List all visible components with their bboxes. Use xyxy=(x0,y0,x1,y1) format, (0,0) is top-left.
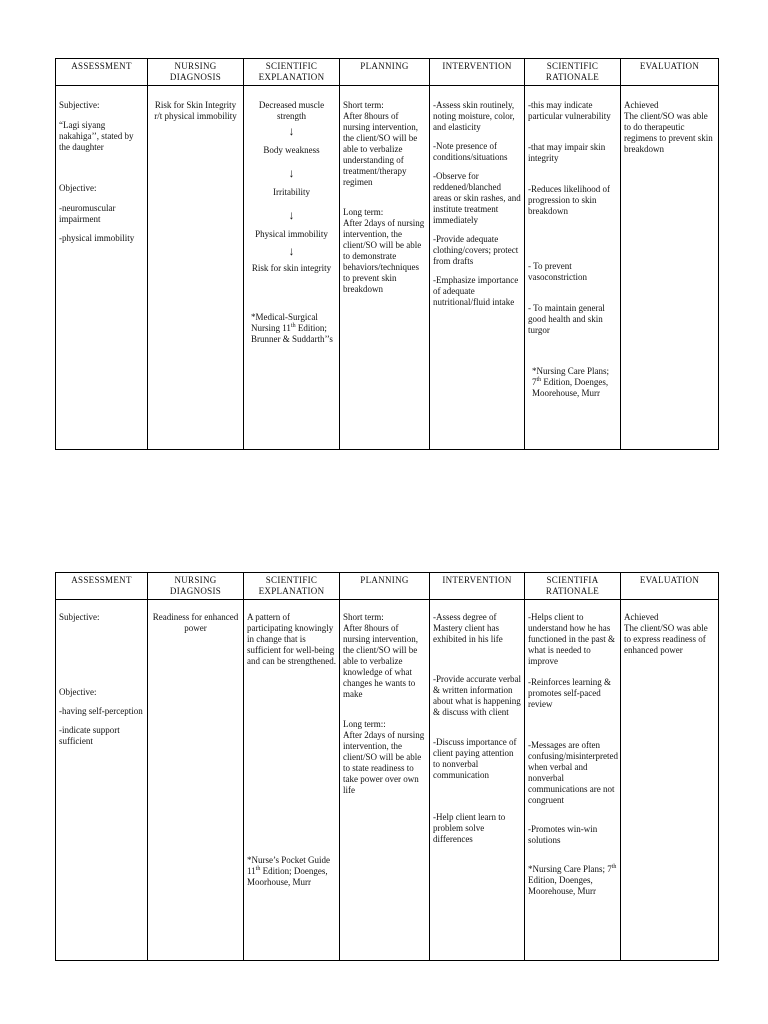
intervention-item: -Note presence of conditions/situations xyxy=(433,141,508,162)
body-row xyxy=(56,600,719,961)
short-term-goal: Short term: After 8hours of nursing intervention, the client/SO will be able to verbalize knowledge of what changes he wants to make xyxy=(343,612,418,699)
down-arrow-icon: ↓ xyxy=(288,208,295,222)
rationale-item: -Messages are often confusing/misinterpreted when verbal and nonverbal communications are not congruent xyxy=(528,740,618,805)
rationale-reference: *Nursing Care Plans; 7th Edition, Doenges, Moorehouse, Murr xyxy=(532,366,609,398)
intervention-item: -Discuss importance of client paying attention to nonverbal communication xyxy=(433,737,517,780)
rationale-item: - To maintain general good health and skin turgor xyxy=(528,303,605,335)
intervention-item: -Assess skin routinely, noting moisture, color, and elasticity xyxy=(433,100,515,132)
explanation-step: Risk for skin integrity xyxy=(251,263,332,273)
long-term-goal: Long term:: After 2days of nursing intervention, the client/SO will be able to state readiness to take power over own life xyxy=(343,719,425,795)
subjective-label: Subjective: xyxy=(59,100,100,110)
objective-label: Objective: xyxy=(59,183,97,193)
scientific-rationale-cell xyxy=(525,86,621,450)
header-evaluation: EVALUATION xyxy=(621,59,719,86)
intervention-item: -Provide accurate verbal & written information about what is happening & discuss with client xyxy=(433,674,521,717)
evaluation-cell xyxy=(621,600,719,961)
care-plan-table-1 xyxy=(55,58,719,450)
intervention-item: -Emphasize importance of adequate nutritional/fluid intake xyxy=(433,275,519,307)
intervention-item: -Help client learn to problem solve differences xyxy=(433,812,506,844)
rationale-item: -Reduces likelihood of progression to skin breakdown xyxy=(528,184,610,216)
header-planning: PLANNING xyxy=(340,573,430,600)
header-intervention: INTERVENTION xyxy=(430,573,525,600)
header-row xyxy=(56,59,719,86)
explanation-step: Irritability xyxy=(273,187,310,197)
diagnosis-text: Risk for Skin Integrity r/t physical immobility xyxy=(154,100,237,121)
down-arrow-icon: ↓ xyxy=(288,244,295,258)
body-row xyxy=(56,86,719,450)
intervention-cell xyxy=(430,600,525,961)
assessment-cell xyxy=(56,600,148,961)
care-plan-table-2 xyxy=(55,572,719,961)
header-assessment: ASSESSMENT xyxy=(56,573,148,600)
header-intervention: INTERVENTION xyxy=(430,59,525,86)
objective-label: Objective: xyxy=(59,687,97,697)
intervention-cell xyxy=(430,86,525,450)
scientific-explanation-cell xyxy=(244,600,340,961)
header-scientific-explanation: SCIENTIFIC EXPLANATION xyxy=(244,573,340,600)
header-planning: PLANNING xyxy=(340,59,430,86)
assessment-cell xyxy=(56,86,148,450)
evaluation-text: Achieved The client/SO was able to express readiness of enhanced power xyxy=(624,612,708,655)
rationale-reference: *Nursing Care Plans; 7th Edition, Doenges, Moorehouse, Murr xyxy=(528,864,617,896)
nursing-diagnosis-cell xyxy=(148,86,244,450)
down-arrow-icon: ↓ xyxy=(288,166,295,180)
header-scientific-rationale: SCIENTIFIC RATIONALE xyxy=(525,59,621,86)
explanation-step: Body weakness xyxy=(263,145,320,155)
objective-item: -indicate support sufficient xyxy=(59,725,120,746)
rationale-item: -this may indicate particular vulnerability xyxy=(528,100,611,121)
objective-item: -neuromuscular impairment xyxy=(59,203,116,224)
scientific-explanation-cell xyxy=(244,86,340,450)
reference-note: *Medical-Surgical Nursing 11th Edition; Brunner & Suddarth’’s xyxy=(251,312,333,344)
rationale-item: -Helps client to understand how he has functioned in the past & what is needed to improve xyxy=(528,612,615,666)
rationale-item: -that may impair skin integrity xyxy=(528,142,606,163)
diagnosis-text: Readiness for enhanced power xyxy=(152,612,239,633)
planning-cell xyxy=(340,86,430,450)
explanation-step: Decreased muscle strength xyxy=(258,100,325,121)
header-row xyxy=(56,573,719,600)
explanation-step: Physical immobility xyxy=(255,229,328,239)
rationale-item: -Promotes win-win solutions xyxy=(528,824,598,845)
intervention-item: -Provide adequate clothing/covers; protect from drafts xyxy=(433,234,519,266)
rationale-item: - To prevent vasoconstriction xyxy=(528,261,587,282)
explanation-text: A pattern of participating knowingly in change that is sufficient for well-being and can be strengthened. xyxy=(247,612,336,666)
subjective-text: “Lagi siyang nakahiga’’, stated by the daughter xyxy=(59,120,134,152)
scientific-rationale-cell xyxy=(525,600,621,961)
down-arrow-icon: ↓ xyxy=(288,124,295,138)
header-nursing-diagnosis: NURSING DIAGNOSIS xyxy=(148,59,244,86)
subjective-label: Subjective: xyxy=(59,612,100,622)
rationale-item: -Reinforces learning & promotes self-paced review xyxy=(528,677,611,709)
nursing-diagnosis-cell xyxy=(148,600,244,961)
planning-cell xyxy=(340,600,430,961)
evaluation-text: Achieved The client/SO was able to do therapeutic regimens to prevent skin breakdown xyxy=(624,100,713,154)
header-nursing-diagnosis: NURSING DIAGNOSIS xyxy=(148,573,244,600)
header-assessment: ASSESSMENT xyxy=(56,59,148,86)
reference-note: *Nurse’s Pocket Guide 11th Edition; Doenges, Moorhouse, Murr xyxy=(247,855,330,887)
long-term-goal: Long term: After 2days of nursing intervention, the client/SO will be able to demonstrate behaviors/techniques to prevent skin breakdown xyxy=(343,207,425,294)
header-scientific-explanation: SCIENTIFIC EXPLANATION xyxy=(244,59,340,86)
evaluation-cell xyxy=(621,86,719,450)
intervention-item: -Assess degree of Mastery client has exhibited in his life xyxy=(433,612,503,644)
objective-item: -physical immobility xyxy=(59,233,135,243)
header-evaluation: EVALUATION xyxy=(621,573,719,600)
short-term-goal: Short term: After 8hours of nursing intervention, the client/SO will be able to verbalize understanding of treatment/therapy regimen xyxy=(343,100,418,187)
intervention-item: -Observe for reddened/blanched areas or skin rashes, and institute treatment immediately xyxy=(433,171,521,225)
header-scientific-rationale: SCIENTIFIA RATIONALE xyxy=(525,573,621,600)
objective-item: -having self-perception xyxy=(59,706,143,716)
